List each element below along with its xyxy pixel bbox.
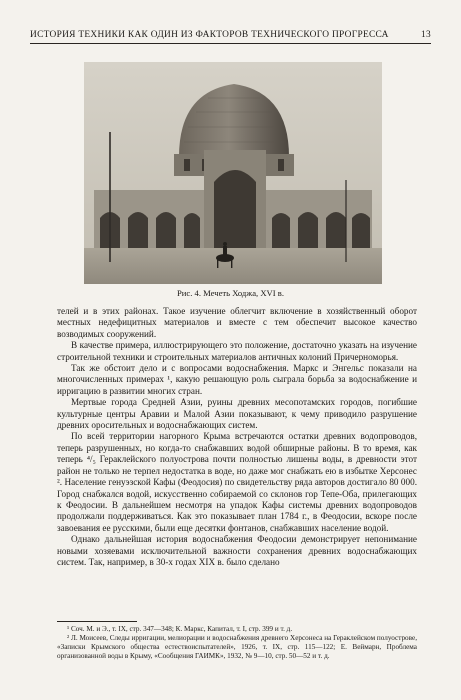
running-header — [30, 30, 431, 40]
paragraph: Однако дальнейшая история водоснабжения Феодосии демонстрирует непонимание новыми хозяевами исключительной важности сохранения древних водоснабжающих систем. Так, например, в 30-х годах XIX в. было сделано — [57, 534, 417, 567]
header-rule — [30, 43, 431, 44]
body-text — [57, 306, 417, 568]
footnote: ² Л. Моисеев, Следы ирригации, мелиорации и водоснабжения древнего Херсонеса на Гераклейском полуострове, «Записки Крымского общества естествоиспытателей», 1926, т. IX, стр. 115—122; Е. Веймарн, Проблема организованной воды в Крыму, «Сообщения ГАИМК», 1932, № 9—10, стр. 50—52 и т. д. — [57, 634, 417, 660]
running-title: ИСТОРИЯ ТЕХНИКИ КАК ОДИН ИЗ ФАКТОРОВ ТЕХНИЧЕСКОГО ПРОГРЕССА — [30, 30, 389, 40]
footnote-rule — [57, 621, 137, 622]
paragraph: По всей территории нагорного Крыма встречаются остатки древних водопроводов, теперь разрушенных, но когда-то снабжавших водой обширные районы. В то время, как теперь ⁴/₅ Гераклейского полуострова почти полностью лишены воды, в древности этот район не только не терпел недостатка в воде, но даже мог снабжать ею в избытке Херсонес ². Население генуэзской Кафы (Феодосия) по свидетельству ряда авторов достигало 80 000. Город снабжался водой, искусственно собираемой со склонов гор Тепе-Оба, прилегающих к Феодосии. В дальнейшем несмотря на упадок Кафы системы древних водопроводов продолжали поддерживаться. Как это показывает план 1784 г., в Феодосии, вскоре после завоевания ее русскими, были еще десятки фонтанов, снабжавших население водой. — [57, 431, 417, 533]
figure-caption: Рис. 4. Мечеть Ходжа, XVI в. — [177, 288, 284, 298]
page-number: 13 — [421, 30, 431, 40]
mosque-photo — [84, 62, 382, 284]
paragraph: телей и в этих районах. Такое изучение облегчит включение в хозяйственный оборот местных недефицитных материалов и вместе с тем обеспечит высокое качество возводимых сооружений. — [57, 306, 417, 339]
paragraph: Мертвые города Средней Азии, руины древних месопотамских городов, погибшие культурные центры Аравии и Малой Азии показывают, к чему приводило разрушение древних оросительных и водоснабжающих систем. — [57, 397, 417, 431]
paragraph: В качестве примера, иллюстрирующего это положение, достаточно указать на изучение строительной техники и строительных материалов античных колоний Причерноморья. — [57, 340, 417, 362]
paragraph: Так же обстоит дело и с вопросами водоснабжения. Маркс и Энгельс показали на многочисленных примерах ¹, какую решающую роль сыграла борьба за водоснабжение и ирригацию в развитии многих стран. — [57, 363, 417, 396]
mosque-illustration — [84, 62, 382, 284]
footnotes — [57, 625, 417, 661]
footnote: ¹ Соч. М. и Э., т. IX, стр. 347—348; К. Маркс, Капитал, т. I, стр. 399 и т. д. — [67, 625, 293, 633]
